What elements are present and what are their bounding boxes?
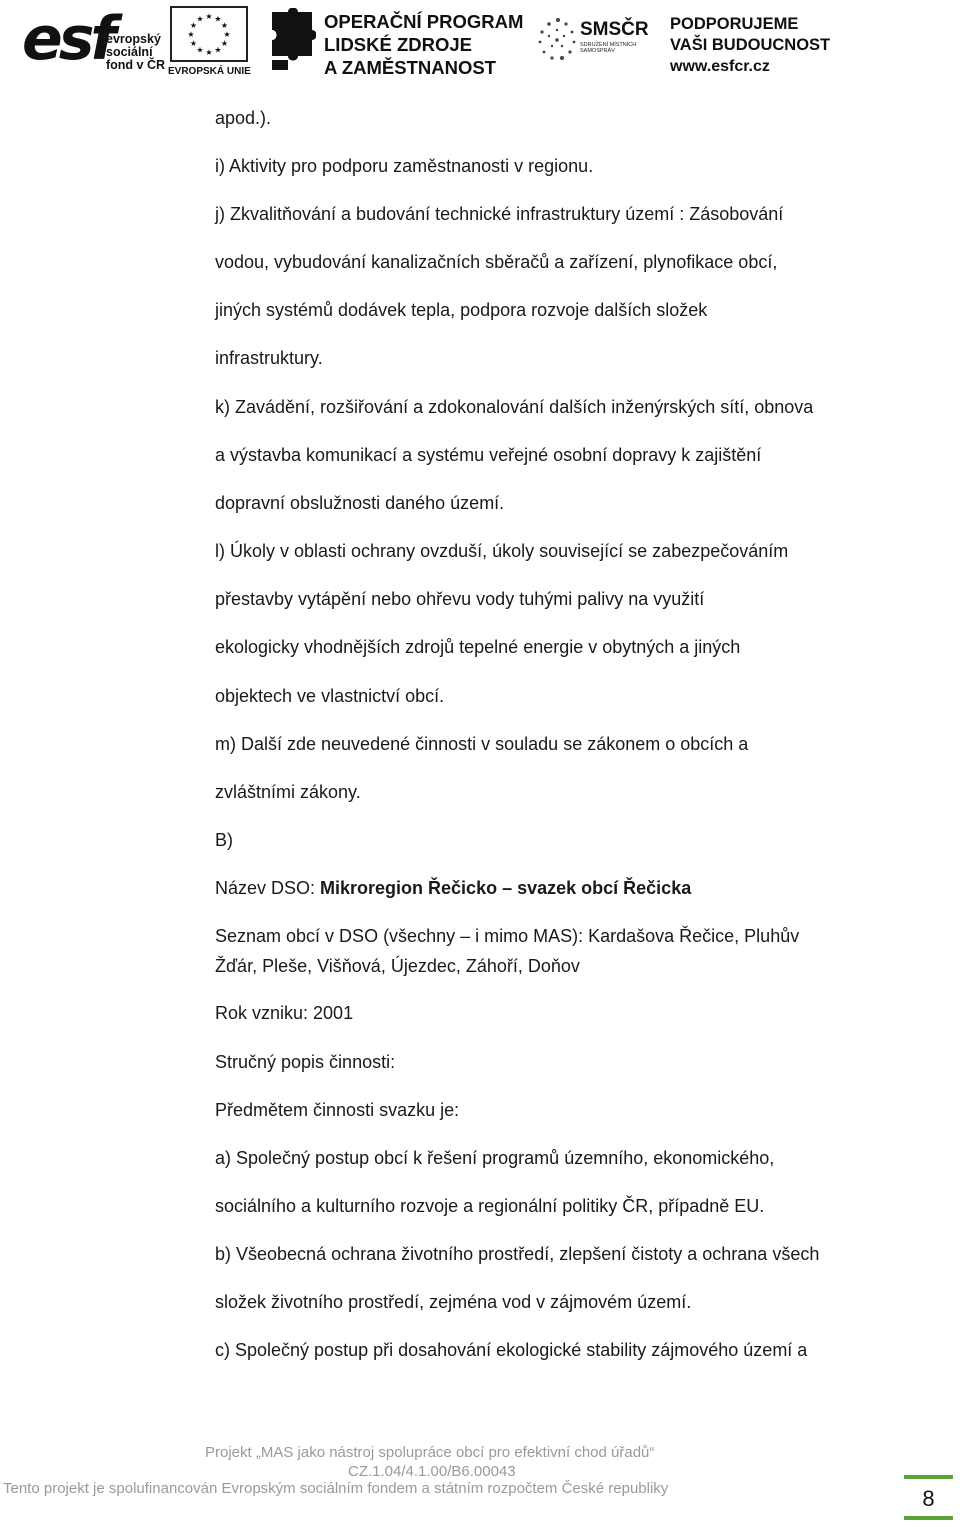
body-line: Stručný popis činnosti: xyxy=(215,1052,396,1072)
svg-text:★: ★ xyxy=(214,45,222,55)
op-lzz-text-line: LIDSKÉ ZDROJE xyxy=(324,34,473,55)
body-line: jiných systémů dodávek tepla, podpora rozvoje dalších složek xyxy=(215,300,708,320)
esf-text-line: sociální xyxy=(106,45,153,59)
body-line: dopravní obslužnosti daného území. xyxy=(215,493,505,513)
body-line: Předmětem činnosti svazku je: xyxy=(215,1100,460,1120)
body-line: b) Všeobecná ochrana životního prostředí, zlepšení čistoty a ochrana všech xyxy=(215,1244,820,1264)
esf-logo-mark: esf xyxy=(22,4,113,74)
body-line: k) Zavádění, rozšiřování a zdokonalování dalších inženýrských sítí, obnova xyxy=(215,397,814,417)
svg-text:★: ★ xyxy=(187,30,195,39)
body-line: ekologicky vhodnějších zdrojů tepelné energie v obytných a jiných xyxy=(215,637,741,657)
body-line: i) Aktivity pro podporu zaměstnanosti v regionu. xyxy=(215,156,594,176)
smscr-logo xyxy=(534,6,652,80)
dso-name-line xyxy=(215,877,691,899)
body-line: vodou, vybudování kanalizačních sběračů a zařízení, plynofikace obcí, xyxy=(215,252,778,272)
esfcr-slogan xyxy=(670,14,830,56)
section-heading: B) xyxy=(215,830,233,850)
eu-logo xyxy=(168,6,250,80)
smscr-logo-text: SMSČR xyxy=(580,19,649,40)
svg-text:★: ★ xyxy=(189,39,198,48)
body-line: Rok vzniku: 2001 xyxy=(215,1003,354,1023)
op-lzz-logo xyxy=(268,6,524,80)
body-line: j) Zkvalitňování a budování technické infrastruktury území : Zásobování xyxy=(215,204,784,224)
dso-name-suffix: – svazek obcí Řečicka xyxy=(502,878,692,898)
svg-text:★: ★ xyxy=(220,39,229,48)
op-lzz-logo-text xyxy=(324,10,523,79)
body-line: c) Společný postup při dosahování ekologické stability zájmového území a xyxy=(215,1340,808,1360)
svg-text:★: ★ xyxy=(205,48,213,57)
body-line: objektech ve vlastnictví obcí. xyxy=(215,686,445,706)
svg-text:★: ★ xyxy=(196,45,204,55)
esf-text-line: evropský xyxy=(106,32,161,46)
body-line: a výstavba komunikací a systému veřejné osobní dopravy k zajištění xyxy=(215,445,762,465)
smscr-logo-subtitle: SDRUŽENÍ MÍSTNÍCH SAMOSPRÁV xyxy=(580,42,637,54)
esfcr-url: www.esfcr.cz xyxy=(670,58,770,75)
esfcr-logo xyxy=(670,6,838,80)
eu-logo-text: EVROPSKÁ UNIE xyxy=(168,66,251,77)
eu-flag-icon xyxy=(170,6,248,62)
svg-text:★: ★ xyxy=(196,14,204,24)
dots-burst-icon xyxy=(534,12,580,72)
esfcr-slogan-line: PODPORUJEME xyxy=(670,15,799,33)
body-line: sociálního a kulturního rozvoje a regionální politiky ČR, případně EU. xyxy=(215,1196,765,1216)
svg-text:★: ★ xyxy=(205,12,213,21)
body-line: Žďár, Pleše, Višňová, Újezdec, Záhoří, Doňov xyxy=(215,956,580,976)
dso-name-label: Název DSO: xyxy=(215,878,321,898)
page-number-box xyxy=(904,1475,953,1520)
esf-logo xyxy=(22,4,166,80)
body-line: přestavby vytápění nebo ohřevu vody tuhými palivy na využití xyxy=(215,589,705,609)
svg-text:★: ★ xyxy=(223,30,231,39)
dso-name-value: Mikroregion Řečicko xyxy=(320,878,498,898)
esfcr-slogan-line: VAŠI BUDOUCNOST xyxy=(670,36,831,54)
op-lzz-text-line: A ZAMĚSTNANOST xyxy=(324,57,496,78)
footer-cofinance: Tento projekt je spolufinancován Evropským sociálním fondem a státním rozpočtem České republiky xyxy=(3,1480,669,1497)
header-logo-strip xyxy=(22,6,838,80)
body-line: a) Společný postup obcí k řešení programů územního, ekonomického, xyxy=(215,1148,775,1168)
puzzle-icon xyxy=(268,8,316,74)
svg-text:★: ★ xyxy=(220,21,229,30)
esf-text-line: fond v ČR xyxy=(106,58,166,72)
body-line: l) Úkoly v oblasti ochrany ovzduší, úkoly související se zabezpečováním xyxy=(215,541,789,561)
body-line: apod.). xyxy=(215,108,272,128)
svg-text:★: ★ xyxy=(214,14,222,24)
esf-logo-text xyxy=(106,33,165,72)
body-line: složek životního prostředí, zejména vod v zájmovém území. xyxy=(215,1292,692,1312)
page-number: 8 xyxy=(922,1486,935,1511)
svg-text:★: ★ xyxy=(189,21,198,30)
footer-project-code: CZ.1.04/4.1.00/B6.00043 xyxy=(348,1463,516,1480)
body-line: m) Další zde neuvedené činnosti v souladu se zákonem o obcích a xyxy=(215,734,749,754)
body-line: Seznam obcí v DSO (všechny – i mimo MAS): Kardašova Řečice, Pluhův xyxy=(215,926,800,946)
body-line: zvláštními zákony. xyxy=(215,782,361,802)
footer-project: Projekt „MAS jako nástroj spolupráce obcí pro efektivní chod úřadů“ xyxy=(205,1444,655,1461)
body-line: infrastruktury. xyxy=(215,348,323,368)
op-lzz-text-line: OPERAČNÍ PROGRAM xyxy=(324,11,524,32)
